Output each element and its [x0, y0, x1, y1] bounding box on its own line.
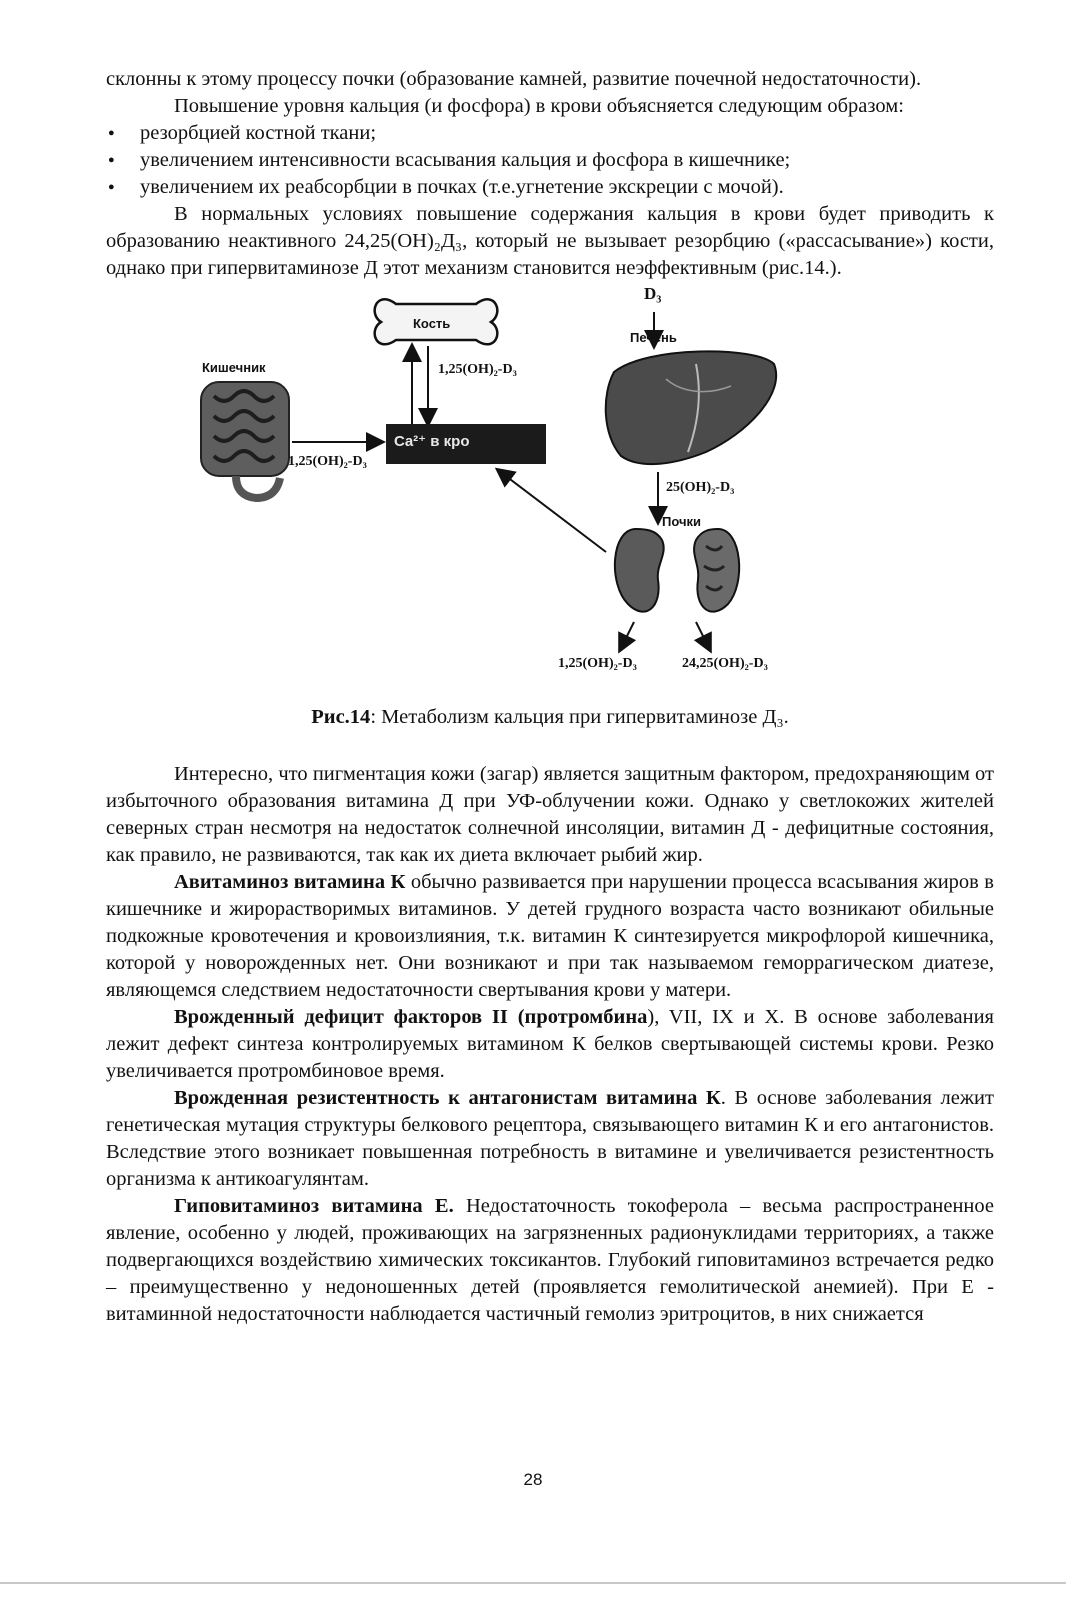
paragraph-vitamin-e	[106, 1193, 994, 1328]
kidneys-icon	[615, 529, 739, 612]
paragraph-factor-deficit	[106, 1004, 994, 1085]
figure-calcium-metabolism	[106, 284, 994, 704]
figure-caption	[106, 704, 994, 731]
kidneys-label: Почки	[662, 514, 702, 529]
blood-label: Ca²⁺ в кро	[394, 433, 470, 450]
list-item: ● резорбцией костной ткани;	[106, 120, 994, 147]
list-item: ● увеличением интенсивности всасывания кальция и фосфора в кишечнике;	[106, 147, 994, 174]
caption-label: Рис.14	[311, 706, 371, 728]
paragraph-resistance	[106, 1085, 994, 1193]
list-item: ● увеличением их реабсорбции в почках (т.е.угнетение экскреции с мочой).	[106, 174, 994, 201]
heading-vitamin-k: Авитаминоз витамина К	[174, 871, 406, 893]
paragraph-pigmentation: Интересно, что пигментация кожи (загар) является защитным фактором, предохраняющим от избыточного образования витамина Д при УФ-облучении кожи. Однако у светлокожих жителей северных стран несмотря на недостаток солнечной инсоляции, витамин Д - дефицитные состояния, как правило, не развиваются, так как их диета включает рыбий жир.	[106, 763, 994, 866]
heading-vitamin-e: Гиповитаминоз витамина Е.	[174, 1195, 454, 1217]
formula-bone: 1,25(OH)₂-D₃	[438, 362, 517, 377]
text-vitamin-k: обычно развивается при нарушении процесса всасывания жиров в кишечнике и жирорастворимых витаминов. У детей грудного возраста часто возникают обильные подкожные кровотечения и кровоизлияния, т.к. витамин К синтезируется микрофлорой кишечника, которой у новорожденных нет. Они возникают и при так называемом геморрагическом диатезе, являющемся следствием недостаточности свертывания крови у матери.	[106, 871, 994, 1001]
heading-factor-deficit: Врожденный дефицит факторов II (протромбина	[174, 1006, 648, 1028]
intestine-icon	[201, 382, 289, 498]
formula-kidney-left: 1,25(OH)₂-D₃	[558, 656, 637, 671]
formula-intestine: 1,25(OH)₂-D₃	[288, 454, 367, 469]
metabolism-diagram	[106, 284, 994, 704]
paragraph-normal-conditions: В нормальных условиях повышение содержания кальция в крови будет приводить к образованию неактивного 24,25(ОН)₂Д₃, который не вызывает резорбцию («рассасывание») кости, однако при гипервитаминозе Д этот механизм становится неэффективным (рис.14.).	[106, 203, 994, 279]
text-vitamin-e: Недостаточность токоферола – весьма распространенное явление, особенно у людей, проживающих на загрязненных радионуклидами территориях, а также подвергающихся воздействию химических токсикантов. Глубокий гиповитаминоз встречается редко – преимущественно у недоношенных детей (проявляется гемолитической анемией). При Е - витаминной недостаточности наблюдается частичный гемолиз эритроцитов, в них снижается	[106, 1195, 994, 1325]
document-page	[106, 66, 994, 1328]
caption-text: : Метаболизм кальция при гипервитаминозе Д₃.	[370, 706, 789, 728]
intestine-label: Кишечник	[202, 360, 266, 375]
d3-label: D₃	[644, 284, 662, 303]
liver-icon	[606, 351, 776, 464]
paragraph-kidneys: склонны к этому процессу почки (образование камней, развитие почечной недостаточности).	[106, 68, 922, 90]
paragraph-calcium-rise: Повышение уровня кальция (и фосфора) в крови объясняется следующим образом:	[174, 95, 904, 117]
paragraph-vitamin-k	[106, 869, 994, 1004]
text-factor-deficit: ), VII, IX и X. В основе заболевания лежит дефект синтеза контролируемых витамином К белков свертывающей системы крови. Резко увеличивается протромбиновое время.	[106, 1006, 994, 1082]
formula-kidney-right: 24,25(OH)₂-D₃	[682, 656, 768, 671]
bullet-list	[106, 120, 994, 201]
liver-label: Печень	[630, 330, 677, 345]
bone-label: Кость	[413, 316, 451, 331]
formula-liver: 25(OH)₂-D₃	[666, 480, 735, 495]
bottom-rule	[0, 1582, 1066, 1584]
page-number: 28	[523, 1470, 543, 1489]
text-resistance: . В основе заболевания лежит генетическая мутация структуры белкового рецептора, связывающего витамин К и его антагонистов. Вследствие этого возникает повышенная потребность в витамине и увеличивается резистентность организма к антикоагулянтам.	[106, 1087, 994, 1190]
heading-resistance: Врожденная резистентность к антагонистам витамина К	[174, 1087, 721, 1109]
